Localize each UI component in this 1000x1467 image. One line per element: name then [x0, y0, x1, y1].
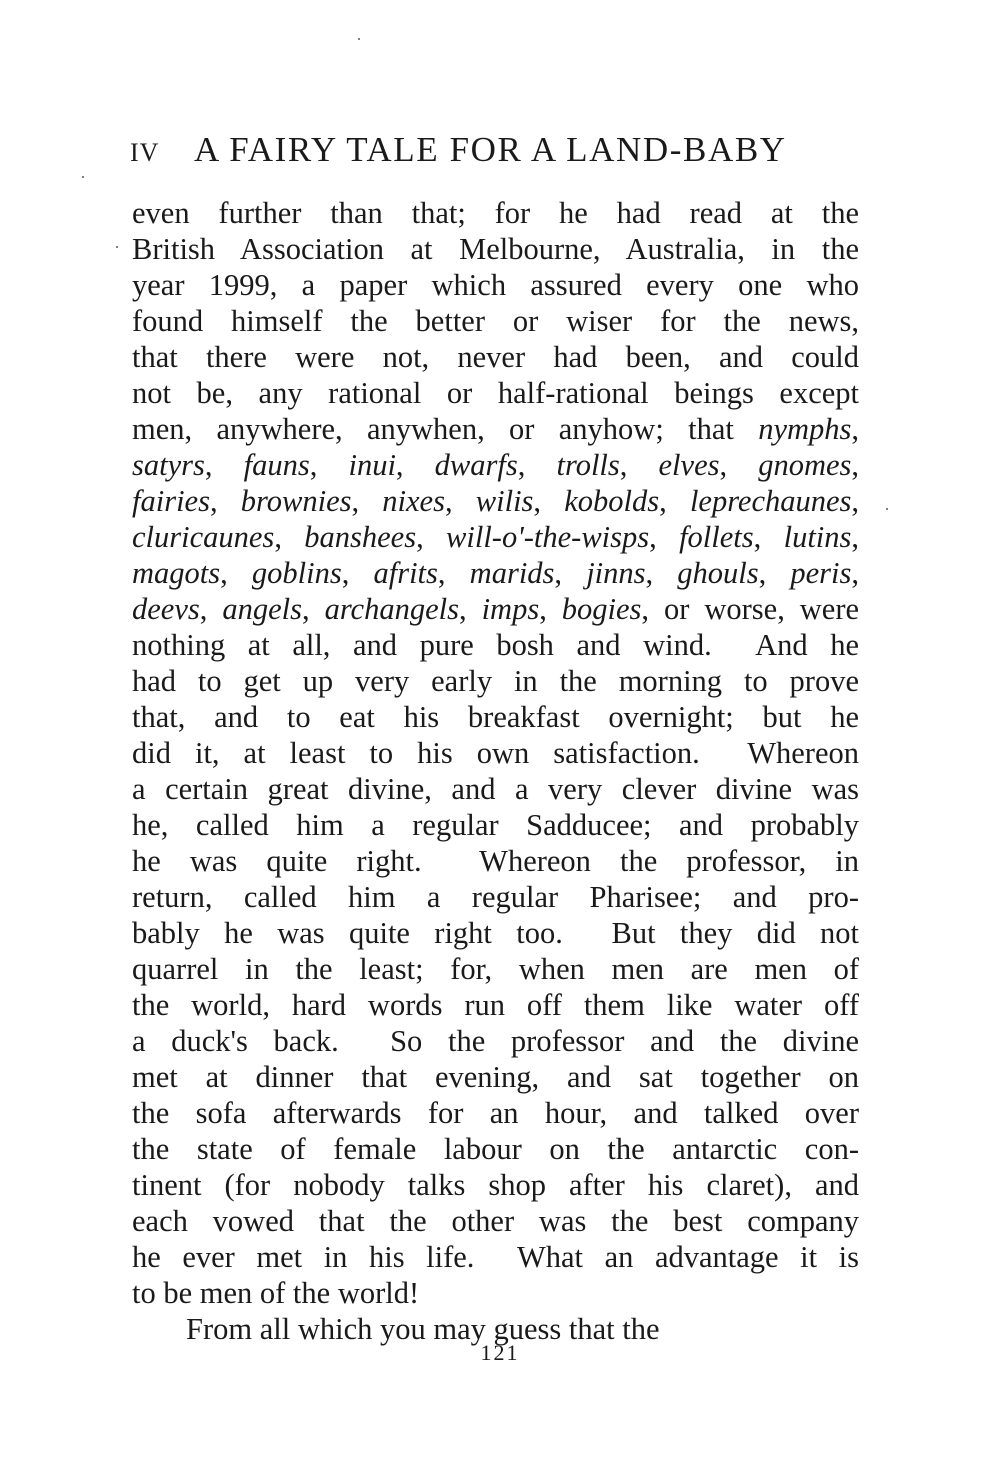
text-run: not be, any rational or half-rational beings except: [132, 376, 859, 410]
text-run: tinent (for nobody talks shop after his claret), and: [132, 1168, 859, 1202]
body-text: [132, 195, 859, 1347]
italic-word: jinns: [586, 556, 646, 590]
text-run: to be men of the world!: [132, 1276, 420, 1310]
text-run: ,: [209, 484, 241, 518]
italic-word: marids: [469, 556, 555, 590]
text-run: the world, hard words run off them like water off: [132, 988, 859, 1022]
text-run: found himself the better or wiser for the news,: [132, 304, 859, 338]
text-line: [132, 915, 859, 951]
text-line: [132, 519, 859, 555]
text-line: [132, 627, 859, 663]
text-line: [132, 555, 859, 591]
text-line: [132, 483, 859, 519]
text-line: [132, 411, 859, 447]
text-run: ,: [458, 592, 482, 626]
italic-word: nixes: [382, 484, 445, 518]
text-run: ,: [395, 448, 435, 482]
text-run: nothing at all, and pure bosh and wind. And he: [132, 628, 859, 662]
text-run: ,: [301, 592, 325, 626]
italic-word: will-o'-the-wisps: [446, 520, 650, 554]
italic-word: wilis: [475, 484, 534, 518]
italic-word: trolls: [556, 448, 620, 482]
text-run: men, anywhere, anywhen, or anyhow; that: [132, 412, 759, 446]
italic-word: bogies: [561, 592, 642, 626]
text-run: ,: [649, 520, 680, 554]
text-run: ,: [274, 520, 305, 554]
text-line: [132, 375, 859, 411]
italic-word: follets: [679, 520, 754, 554]
text-line: [132, 771, 859, 807]
text-run: ,: [199, 592, 223, 626]
text-run: year 1999, a paper which assured every one who: [132, 268, 859, 302]
text-run: ,: [204, 448, 244, 482]
text-line: [132, 1239, 859, 1275]
text-run: each vowed that the other was the best company: [132, 1204, 859, 1238]
text-run: a duck's back. So the professor and the divine: [132, 1024, 859, 1058]
text-run: ,: [539, 592, 562, 626]
text-run: British Association at Melbourne, Australia, in the: [132, 232, 859, 266]
text-line: [132, 843, 859, 879]
italic-word: banshees: [304, 520, 417, 554]
text-run: ,: [851, 412, 859, 446]
text-run: ,: [533, 484, 565, 518]
text-line: [132, 303, 859, 339]
text-run: ,: [309, 448, 349, 482]
text-run: ,: [554, 556, 587, 590]
italic-word: fauns: [243, 448, 310, 482]
text-run: ,: [351, 484, 383, 518]
text-run: ,: [851, 520, 860, 554]
text-line: [132, 987, 859, 1023]
text-run: that there were not, never had been, and could: [132, 340, 859, 374]
text-run: ,: [719, 448, 759, 482]
italic-word: afrits: [373, 556, 438, 590]
italic-word: cluricaunes: [132, 520, 275, 554]
text-run: met at dinner that evening, and sat together on: [132, 1060, 859, 1094]
italic-word: imps: [481, 592, 540, 626]
text-line: [132, 1131, 859, 1167]
text-line: [132, 339, 859, 375]
text-run: ,: [619, 448, 659, 482]
paper-speck: [358, 38, 360, 40]
text-line: [132, 231, 859, 267]
text-run: he was quite right. Whereon the professor, in: [132, 844, 859, 878]
signature-mark: 121: [480, 1340, 520, 1365]
running-title: A FAIRY TALE FOR A LAND-BABY: [194, 130, 787, 169]
italic-word: nymphs: [758, 412, 852, 446]
text-run: the sofa afterwards for an hour, and talked over: [132, 1096, 859, 1130]
italic-word: brownies: [240, 484, 352, 518]
paper-speck: [82, 176, 84, 178]
text-line: [132, 1275, 859, 1311]
text-run: even further than that; for he had read at the: [132, 196, 859, 230]
text-run: bably he was quite right too. But they did not: [132, 916, 859, 950]
text-run: return, called him a regular Pharisee; and pro-: [132, 880, 859, 914]
text-line: [132, 447, 859, 483]
page-folio: IV: [130, 138, 160, 167]
text-run: that, and to eat his breakfast overnight; but he: [132, 700, 859, 734]
text-run: , or worse, were: [641, 592, 860, 626]
text-run: a certain great divine, and a very clever divine was: [132, 772, 859, 806]
italic-word: goblins: [251, 556, 342, 590]
paper-speck: [116, 246, 118, 248]
text-line: [132, 951, 859, 987]
text-line: [132, 1095, 859, 1131]
italic-word: angels: [222, 592, 302, 626]
italic-word: ghouls: [677, 556, 759, 590]
italic-word: kobolds: [564, 484, 660, 518]
text-line: [132, 1023, 859, 1059]
text-run: ,: [758, 556, 791, 590]
text-run: ,: [517, 448, 557, 482]
text-run: ,: [341, 556, 374, 590]
italic-word: fairies: [132, 484, 210, 518]
italic-word: satyrs: [132, 448, 205, 482]
text-run: From all which you may guess that the: [186, 1312, 660, 1346]
text-run: ,: [851, 448, 860, 482]
text-run: he, called him a regular Sadducee; and probably: [132, 808, 859, 842]
text-line: [132, 1203, 859, 1239]
text-line: [132, 1059, 859, 1095]
text-line: [132, 591, 859, 627]
text-run: ,: [437, 556, 470, 590]
text-run: quarrel in the least; for, when men are men of: [132, 952, 859, 986]
text-run: did it, at least to his own satisfaction. Whereon: [132, 736, 859, 770]
text-line: [132, 807, 859, 843]
text-line: [132, 879, 859, 915]
italic-word: leprechaunes: [689, 484, 852, 518]
italic-word: inui: [348, 448, 396, 482]
text-line: [132, 195, 859, 231]
text-run: ,: [753, 520, 784, 554]
text-line: [132, 1167, 859, 1203]
italic-word: archangels: [324, 592, 459, 626]
text-run: ,: [659, 484, 690, 518]
text-run: had to get up very early in the morning to prove: [132, 664, 859, 698]
italic-word: magots: [132, 556, 221, 590]
text-run: ,: [851, 484, 860, 518]
paper-speck: [886, 508, 888, 510]
text-run: ,: [851, 556, 860, 590]
text-run: he ever met in his life. What an advantage it is: [132, 1240, 859, 1274]
text-line: [132, 735, 859, 771]
italic-word: dwarfs: [434, 448, 518, 482]
text-run: the state of female labour on the antarctic con-: [132, 1132, 859, 1166]
italic-word: elves: [658, 448, 720, 482]
italic-word: peris: [790, 556, 852, 590]
text-run: ,: [220, 556, 252, 590]
text-run: ,: [444, 484, 476, 518]
italic-word: gnomes: [758, 448, 852, 482]
text-run: ,: [416, 520, 447, 554]
italic-word: deevs: [132, 592, 200, 626]
text-run: ,: [645, 556, 678, 590]
running-header: [130, 128, 860, 178]
text-line: [132, 699, 859, 735]
text-line: [132, 663, 859, 699]
text-line: [132, 267, 859, 303]
italic-word: lutins: [783, 520, 852, 554]
